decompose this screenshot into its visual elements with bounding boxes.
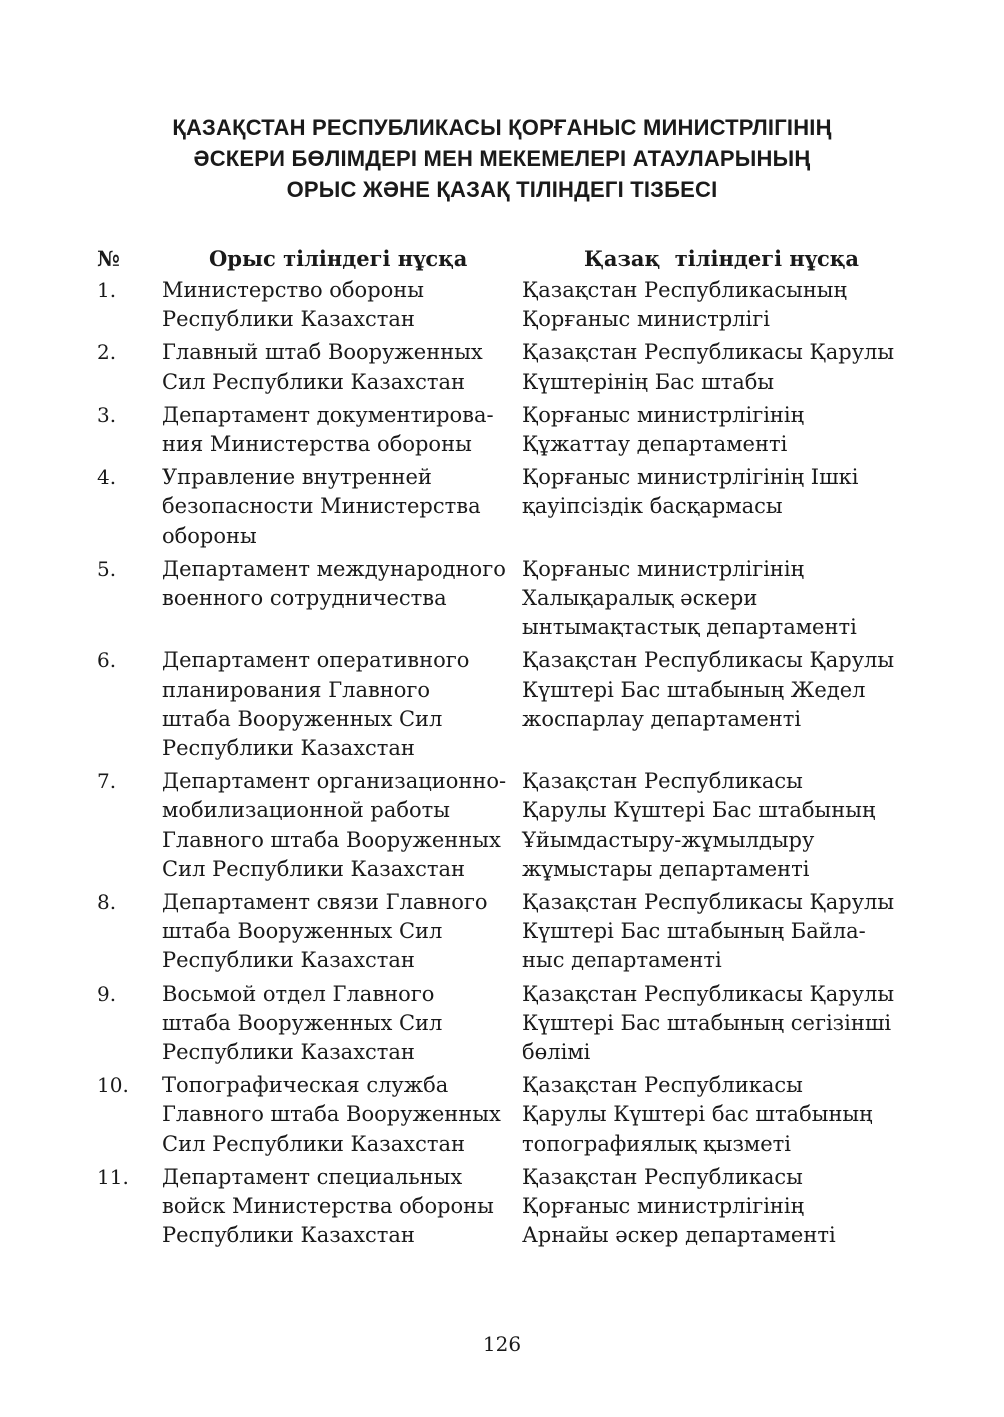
table-row <box>97 1071 917 1159</box>
kazakh-name-line: Қазақстан Республикасы <box>522 1073 803 1098</box>
kazakh-name-cell <box>522 1163 917 1251</box>
kazakh-name-line: Халықаралық әскери <box>522 586 758 611</box>
kazakh-name-line: Қазақстан Республикасы Қарулы <box>522 981 895 1006</box>
kazakh-name-line: Қазақстан Республикасының <box>522 278 847 302</box>
table-row <box>97 980 917 1068</box>
row-number: 3. <box>97 402 117 427</box>
kazakh-name-cell <box>522 463 917 521</box>
table-row <box>97 1163 917 1251</box>
russian-name-line: Департамент специальных <box>162 1164 463 1189</box>
kazakh-name-cell <box>522 338 917 396</box>
kazakh-name-line: Қорғаныс министрлігінің <box>522 556 805 581</box>
kazakh-name-cell <box>522 276 917 334</box>
russian-name-cell <box>162 767 522 884</box>
kazakh-name-line: Құжаттау департаменті <box>522 432 788 457</box>
header-russian-version: Орыс тіліндегі нұсқа <box>209 245 468 271</box>
russian-name-line: штаба Вооруженных Сил <box>162 919 443 944</box>
kazakh-name-line: Қазақстан Республикасы Қарулы <box>522 340 895 365</box>
kazakh-name-line: Қорғаныс министрлігінің Ішкі <box>522 465 859 490</box>
row-number: 7. <box>97 769 117 794</box>
russian-name-cell <box>162 463 522 551</box>
russian-name-line: штаба Вооруженных Сил <box>162 1010 443 1035</box>
russian-name-cell <box>162 980 522 1068</box>
russian-name-cell <box>162 646 522 763</box>
kazakh-name-line: Қазақстан Республикасы <box>522 769 803 794</box>
russian-name-cell <box>162 1071 522 1159</box>
page-number: 126 <box>482 1332 522 1356</box>
kazakh-name-line: топографиялық қызметі <box>522 1131 791 1156</box>
kazakh-name-line: Ұйымдастыру-жұмылдыру <box>522 827 815 852</box>
russian-name-line: Сил Республики Казахстан <box>162 1131 466 1156</box>
table-body <box>97 276 917 1251</box>
russian-name-line: военного сотрудничества <box>162 586 447 611</box>
kazakh-name-line: Күштері Бас штабының сегізінші <box>522 1010 892 1035</box>
russian-name-line: Главный штаб Вооруженных <box>162 340 483 365</box>
kazakh-name-line: Күштерінің Бас штабы <box>522 369 775 394</box>
table-row <box>97 555 917 643</box>
header-kazakh-version: Қазақ тіліндегі нұсқа <box>584 245 859 271</box>
title-line: ӘСКЕРИ БӨЛІМДЕРІ МЕН МЕКЕМЕЛЕРІ АТАУЛАРЫНЫҢ <box>193 146 811 171</box>
russian-name-line: обороны <box>162 523 257 548</box>
kazakh-name-line: Күштері Бас штабының Байла- <box>522 919 866 944</box>
table-row <box>97 767 917 884</box>
russian-name-cell <box>162 888 522 976</box>
russian-name-cell <box>162 1163 522 1251</box>
kazakh-name-line: ныс департаменті <box>522 948 722 973</box>
russian-name-line: Сил Республики Казахстан <box>162 856 466 881</box>
table-row <box>97 888 917 976</box>
kazakh-name-line: жоспарлау департаменті <box>522 706 802 731</box>
kazakh-name-line: бөлімі <box>522 1040 591 1065</box>
row-number: 8. <box>97 890 117 915</box>
russian-name-line: Топографическая служба <box>162 1073 449 1098</box>
row-number: 6. <box>97 648 117 673</box>
kazakh-name-line: Қорғаныс министрлігінің <box>522 402 805 427</box>
kazakh-name-cell <box>522 646 917 734</box>
row-number: 10. <box>97 1073 129 1098</box>
russian-name-line: Департамент международного <box>162 556 506 581</box>
row-number: 4. <box>97 465 117 490</box>
kazakh-name-cell <box>522 980 917 1068</box>
kazakh-name-line: Қазақстан Республикасы Қарулы <box>522 648 895 673</box>
kazakh-name-cell <box>522 767 917 884</box>
names-table <box>97 240 917 1255</box>
russian-name-line: Сил Республики Казахстан <box>162 369 466 394</box>
russian-name-cell <box>162 338 522 396</box>
russian-name-line: Департамент организационно- <box>162 769 507 794</box>
kazakh-name-line: Қазақстан Республикасы <box>522 1164 803 1189</box>
russian-name-line: Восьмой отдел Главного <box>162 981 435 1006</box>
table-row <box>97 463 917 551</box>
kazakh-name-line: Қарулы Күштері бас штабының <box>522 1102 873 1127</box>
header-number: № <box>97 245 120 271</box>
row-number: 9. <box>97 981 117 1006</box>
kazakh-name-line: ынтымақтастық департаменті <box>522 615 857 640</box>
kazakh-name-line: жұмыстары департаменті <box>522 856 810 881</box>
russian-name-line: Департамент связи Главного <box>162 890 488 915</box>
kazakh-name-line: Қарулы Күштері Бас штабының <box>522 798 876 823</box>
row-number: 11. <box>97 1164 129 1189</box>
russian-name-cell <box>162 401 522 459</box>
row-number: 1. <box>97 278 117 302</box>
russian-name-line: Республики Казахстан <box>162 1223 415 1248</box>
table-header <box>97 240 917 276</box>
russian-name-line: мобилизационной работы <box>162 798 450 823</box>
row-number: 5. <box>97 556 117 581</box>
kazakh-name-cell <box>522 1071 917 1159</box>
russian-name-line: Республики Казахстан <box>162 307 415 332</box>
document-title <box>0 112 1004 205</box>
kazakh-name-cell <box>522 401 917 459</box>
russian-name-line: Управление внутренней <box>162 465 432 490</box>
russian-name-line: планирования Главного <box>162 677 431 702</box>
kazakh-name-line: Қорғаныс министрлігі <box>522 307 770 332</box>
kazakh-name-line: Күштері Бас штабының Жедел <box>522 677 866 702</box>
russian-name-line: Республики Казахстан <box>162 948 415 973</box>
kazakh-name-cell <box>522 555 917 643</box>
russian-name-line: безопасности Министерства <box>162 494 481 519</box>
russian-name-line: штаба Вооруженных Сил <box>162 706 443 731</box>
russian-name-line: Департамент документирова- <box>162 402 494 427</box>
russian-name-line: Республики Казахстан <box>162 736 415 761</box>
russian-name-line: войск Министерства обороны <box>162 1194 494 1219</box>
table-row <box>97 276 917 334</box>
kazakh-name-line: Арнайы әскер департаменті <box>522 1223 836 1248</box>
russian-name-line: ния Министерства обороны <box>162 432 472 457</box>
russian-name-line: Республики Казахстан <box>162 1040 415 1065</box>
table-row <box>97 646 917 763</box>
russian-name-line: Главного штаба Вооруженных <box>162 1102 501 1127</box>
russian-name-cell <box>162 555 522 613</box>
row-number: 2. <box>97 340 117 365</box>
kazakh-name-line: Қазақстан Республикасы Қарулы <box>522 890 895 915</box>
russian-name-cell <box>162 276 522 334</box>
table-row <box>97 338 917 396</box>
kazakh-name-line: Қорғаныс министрлігінің <box>522 1194 805 1219</box>
title-line: ҚАЗАҚСТАН РЕСПУБЛИКАСЫ ҚОРҒАНЫС МИНИСТРЛІГІНІҢ <box>172 115 832 140</box>
table-row <box>97 401 917 459</box>
kazakh-name-line: қауіпсіздік басқармасы <box>522 494 783 519</box>
kazakh-name-cell <box>522 888 917 976</box>
title-line: ОРЫС ЖӘНЕ ҚАЗАҚ ТІЛІНДЕГІ ТІЗБЕСІ <box>286 177 718 202</box>
russian-name-line: Департамент оперативного <box>162 648 470 673</box>
russian-name-line: Министерство обороны <box>162 278 424 302</box>
russian-name-line: Главного штаба Вооруженных <box>162 827 501 852</box>
